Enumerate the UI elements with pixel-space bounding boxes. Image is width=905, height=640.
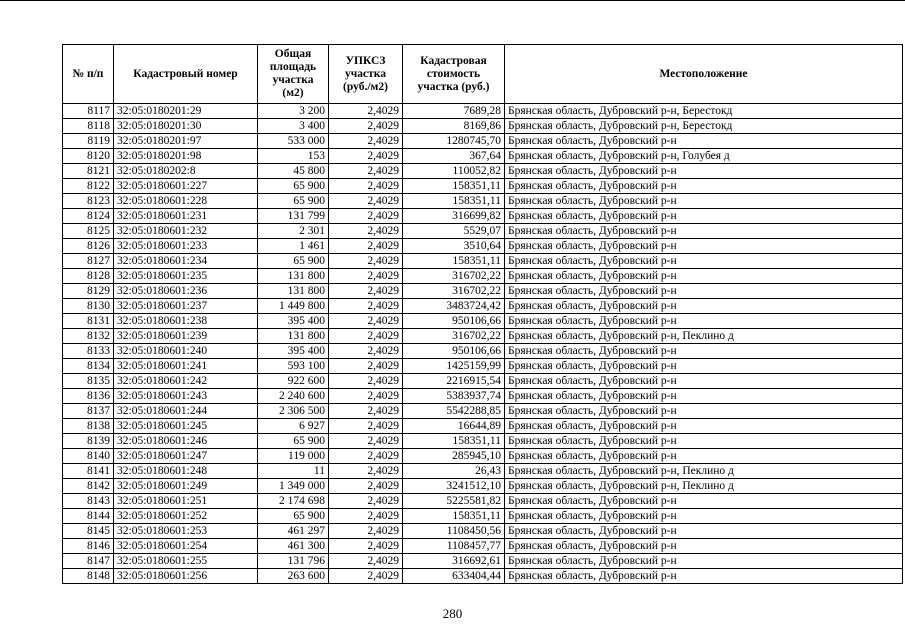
area-cell: 922 600 bbox=[258, 374, 329, 389]
table-row bbox=[63, 539, 903, 554]
area-cell: 65 900 bbox=[258, 434, 329, 449]
cost-cell: 158351,11 bbox=[403, 254, 505, 269]
header-num: № п/п bbox=[63, 45, 114, 104]
rate-cell: 2,4029 bbox=[329, 389, 403, 404]
cadastral-number: 32:05:0180601:241 bbox=[114, 359, 258, 374]
location-cell: Брянская область, Дубровский р-н bbox=[505, 299, 903, 314]
location-cell: Брянская область, Дубровский р-н bbox=[505, 134, 903, 149]
rate-cell: 2,4029 bbox=[329, 509, 403, 524]
cadastral-number: 32:05:0180601:234 bbox=[114, 254, 258, 269]
cost-cell: 5225581,82 bbox=[403, 494, 505, 509]
header-cadastral: Кадастровый номер bbox=[114, 45, 258, 104]
area-cell: 593 100 bbox=[258, 359, 329, 374]
rate-cell: 2,4029 bbox=[329, 329, 403, 344]
cost-cell: 7689,28 bbox=[403, 104, 505, 119]
area-cell: 2 301 bbox=[258, 224, 329, 239]
cost-cell: 316699,82 bbox=[403, 209, 505, 224]
cost-cell: 158351,11 bbox=[403, 179, 505, 194]
rate-cell: 2,4029 bbox=[329, 164, 403, 179]
table-row bbox=[63, 239, 903, 254]
rate-cell: 2,4029 bbox=[329, 254, 403, 269]
cost-cell: 367,64 bbox=[403, 149, 505, 164]
row-number: 8139 bbox=[63, 434, 114, 449]
location-cell: Брянская область, Дубровский р-н bbox=[505, 554, 903, 569]
row-number: 8126 bbox=[63, 239, 114, 254]
table-body bbox=[63, 104, 903, 584]
table-row bbox=[63, 449, 903, 464]
location-cell: Брянская область, Дубровский р-н bbox=[505, 359, 903, 374]
location-cell: Брянская область, Дубровский р-н bbox=[505, 224, 903, 239]
cadastral-number: 32:05:0180601:235 bbox=[114, 269, 258, 284]
table-row bbox=[63, 164, 903, 179]
row-number: 8127 bbox=[63, 254, 114, 269]
table-row bbox=[63, 344, 903, 359]
cadastral-number: 32:05:0180601:240 bbox=[114, 344, 258, 359]
cadastral-number: 32:05:0180601:248 bbox=[114, 464, 258, 479]
rate-cell: 2,4029 bbox=[329, 149, 403, 164]
location-cell: Брянская область, Дубровский р-н bbox=[505, 404, 903, 419]
cost-cell: 3241512,10 bbox=[403, 479, 505, 494]
cadastral-number: 32:05:0180601:244 bbox=[114, 404, 258, 419]
table-row bbox=[63, 434, 903, 449]
cadastral-number: 32:05:0180601:251 bbox=[114, 494, 258, 509]
rate-cell: 2,4029 bbox=[329, 344, 403, 359]
header-area: Общая площадь участка (м2) bbox=[258, 45, 329, 104]
area-cell: 533 000 bbox=[258, 134, 329, 149]
area-cell: 119 000 bbox=[258, 449, 329, 464]
location-cell: Брянская область, Дубровский р-н bbox=[505, 314, 903, 329]
row-number: 8118 bbox=[63, 119, 114, 134]
area-cell: 65 900 bbox=[258, 194, 329, 209]
rate-cell: 2,4029 bbox=[329, 419, 403, 434]
area-cell: 2 306 500 bbox=[258, 404, 329, 419]
row-number: 8134 bbox=[63, 359, 114, 374]
area-cell: 65 900 bbox=[258, 254, 329, 269]
area-cell: 263 600 bbox=[258, 569, 329, 584]
cadastral-number: 32:05:0180202:8 bbox=[114, 164, 258, 179]
rate-cell: 2,4029 bbox=[329, 464, 403, 479]
cost-cell: 158351,11 bbox=[403, 194, 505, 209]
table-row bbox=[63, 479, 903, 494]
table-row bbox=[63, 104, 903, 119]
cadastral-number: 32:05:0180201:97 bbox=[114, 134, 258, 149]
row-number: 8140 bbox=[63, 449, 114, 464]
location-cell: Брянская область, Дубровский р-н, Берестокд bbox=[505, 119, 903, 134]
cadastral-number: 32:05:0180601:255 bbox=[114, 554, 258, 569]
cost-cell: 3510,64 bbox=[403, 239, 505, 254]
cost-cell: 110052,82 bbox=[403, 164, 505, 179]
cadastral-number: 32:05:0180601:227 bbox=[114, 179, 258, 194]
row-number: 8131 bbox=[63, 314, 114, 329]
location-cell: Брянская область, Дубровский р-н bbox=[505, 509, 903, 524]
rate-cell: 2,4029 bbox=[329, 284, 403, 299]
page-number: 280 bbox=[442, 606, 463, 621]
cost-cell: 950106,66 bbox=[403, 344, 505, 359]
cost-cell: 158351,11 bbox=[403, 509, 505, 524]
area-cell: 131 796 bbox=[258, 554, 329, 569]
table-row bbox=[63, 284, 903, 299]
cost-cell: 1425159,99 bbox=[403, 359, 505, 374]
area-cell: 3 200 bbox=[258, 104, 329, 119]
cadastral-number: 32:05:0180601:254 bbox=[114, 539, 258, 554]
rate-cell: 2,4029 bbox=[329, 104, 403, 119]
table-row bbox=[63, 509, 903, 524]
area-cell: 11 bbox=[258, 464, 329, 479]
cadastral-number: 32:05:0180601:232 bbox=[114, 224, 258, 239]
table-header-row bbox=[63, 45, 903, 104]
rate-cell: 2,4029 bbox=[329, 209, 403, 224]
location-cell: Брянская область, Дубровский р-н bbox=[505, 569, 903, 584]
row-number: 8133 bbox=[63, 344, 114, 359]
rate-cell: 2,4029 bbox=[329, 134, 403, 149]
row-number: 8122 bbox=[63, 179, 114, 194]
table-row bbox=[63, 464, 903, 479]
rate-cell: 2,4029 bbox=[329, 299, 403, 314]
location-cell: Брянская область, Дубровский р-н bbox=[505, 494, 903, 509]
rate-cell: 2,4029 bbox=[329, 449, 403, 464]
table-row bbox=[63, 179, 903, 194]
cost-cell: 158351,11 bbox=[403, 434, 505, 449]
table-row bbox=[63, 494, 903, 509]
row-number: 8135 bbox=[63, 374, 114, 389]
row-number: 8129 bbox=[63, 284, 114, 299]
table-row bbox=[63, 134, 903, 149]
area-cell: 1 461 bbox=[258, 239, 329, 254]
table-row bbox=[63, 119, 903, 134]
row-number: 8124 bbox=[63, 209, 114, 224]
header-location: Местоположение bbox=[505, 45, 903, 104]
cadastral-number: 32:05:0180601:256 bbox=[114, 569, 258, 584]
cost-cell: 316702,22 bbox=[403, 329, 505, 344]
location-cell: Брянская область, Дубровский р-н, Берестокд bbox=[505, 104, 903, 119]
table-row bbox=[63, 209, 903, 224]
cadastral-number: 32:05:0180601:239 bbox=[114, 329, 258, 344]
area-cell: 45 800 bbox=[258, 164, 329, 179]
location-cell: Брянская область, Дубровский р-н bbox=[505, 209, 903, 224]
location-cell: Брянская область, Дубровский р-н, Пеклино д bbox=[505, 464, 903, 479]
table-row bbox=[63, 269, 903, 284]
rate-cell: 2,4029 bbox=[329, 239, 403, 254]
cadastral-number: 32:05:0180601:243 bbox=[114, 389, 258, 404]
cost-cell: 316702,22 bbox=[403, 269, 505, 284]
area-cell: 131 800 bbox=[258, 329, 329, 344]
table-row bbox=[63, 419, 903, 434]
cost-cell: 3483724,42 bbox=[403, 299, 505, 314]
row-number: 8136 bbox=[63, 389, 114, 404]
area-cell: 65 900 bbox=[258, 179, 329, 194]
rate-cell: 2,4029 bbox=[329, 269, 403, 284]
rate-cell: 2,4029 bbox=[329, 554, 403, 569]
area-cell: 65 900 bbox=[258, 509, 329, 524]
cost-cell: 1108450,56 bbox=[403, 524, 505, 539]
row-number: 8128 bbox=[63, 269, 114, 284]
rate-cell: 2,4029 bbox=[329, 494, 403, 509]
location-cell: Брянская область, Дубровский р-н bbox=[505, 449, 903, 464]
table-row bbox=[63, 224, 903, 239]
location-cell: Брянская область, Дубровский р-н bbox=[505, 524, 903, 539]
location-cell: Брянская область, Дубровский р-н bbox=[505, 164, 903, 179]
location-cell: Брянская область, Дубровский р-н bbox=[505, 194, 903, 209]
cadastral-number: 32:05:0180201:30 bbox=[114, 119, 258, 134]
rate-cell: 2,4029 bbox=[329, 434, 403, 449]
row-number: 8125 bbox=[63, 224, 114, 239]
area-cell: 2 240 600 bbox=[258, 389, 329, 404]
row-number: 8132 bbox=[63, 329, 114, 344]
cost-cell: 26,43 bbox=[403, 464, 505, 479]
cadastral-number: 32:05:0180201:98 bbox=[114, 149, 258, 164]
row-number: 8117 bbox=[63, 104, 114, 119]
cadastral-number: 32:05:0180201:29 bbox=[114, 104, 258, 119]
area-cell: 395 400 bbox=[258, 314, 329, 329]
cost-cell: 8169,86 bbox=[403, 119, 505, 134]
cost-cell: 316702,22 bbox=[403, 284, 505, 299]
table-row bbox=[63, 359, 903, 374]
table-row bbox=[63, 194, 903, 209]
cadastral-number: 32:05:0180601:233 bbox=[114, 239, 258, 254]
rate-cell: 2,4029 bbox=[329, 119, 403, 134]
row-number: 8144 bbox=[63, 509, 114, 524]
row-number: 8138 bbox=[63, 419, 114, 434]
cost-cell: 16644,89 bbox=[403, 419, 505, 434]
row-number: 8121 bbox=[63, 164, 114, 179]
row-number: 8142 bbox=[63, 479, 114, 494]
rate-cell: 2,4029 bbox=[329, 404, 403, 419]
location-cell: Брянская область, Дубровский р-н bbox=[505, 239, 903, 254]
header-rate: УПКСЗ участка (руб./м2) bbox=[329, 45, 403, 104]
area-cell: 461 300 bbox=[258, 539, 329, 554]
rate-cell: 2,4029 bbox=[329, 224, 403, 239]
cadastral-number: 32:05:0180601:245 bbox=[114, 419, 258, 434]
cadastral-number: 32:05:0180601:231 bbox=[114, 209, 258, 224]
table-row bbox=[63, 374, 903, 389]
header-cost: Кадастровая стоимость участка (руб.) bbox=[403, 45, 505, 104]
rate-cell: 2,4029 bbox=[329, 179, 403, 194]
rate-cell: 2,4029 bbox=[329, 479, 403, 494]
area-cell: 1 449 800 bbox=[258, 299, 329, 314]
cost-cell: 285945,10 bbox=[403, 449, 505, 464]
row-number: 8137 bbox=[63, 404, 114, 419]
row-number: 8130 bbox=[63, 299, 114, 314]
location-cell: Брянская область, Дубровский р-н bbox=[505, 539, 903, 554]
location-cell: Брянская область, Дубровский р-н bbox=[505, 374, 903, 389]
cadastral-number: 32:05:0180601:228 bbox=[114, 194, 258, 209]
cost-cell: 1108457,77 bbox=[403, 539, 505, 554]
cadastral-number: 32:05:0180601:247 bbox=[114, 449, 258, 464]
cost-cell: 2216915,54 bbox=[403, 374, 505, 389]
table-row bbox=[63, 404, 903, 419]
area-cell: 131 800 bbox=[258, 284, 329, 299]
cost-cell: 950106,66 bbox=[403, 314, 505, 329]
area-cell: 2 174 698 bbox=[258, 494, 329, 509]
rate-cell: 2,4029 bbox=[329, 374, 403, 389]
area-cell: 3 400 bbox=[258, 119, 329, 134]
rate-cell: 2,4029 bbox=[329, 314, 403, 329]
area-cell: 395 400 bbox=[258, 344, 329, 359]
row-number: 8119 bbox=[63, 134, 114, 149]
location-cell: Брянская область, Дубровский р-н bbox=[505, 434, 903, 449]
cadastral-number: 32:05:0180601:237 bbox=[114, 299, 258, 314]
location-cell: Брянская область, Дубровский р-н bbox=[505, 179, 903, 194]
cost-cell: 5529,07 bbox=[403, 224, 505, 239]
cadastral-number: 32:05:0180601:246 bbox=[114, 434, 258, 449]
table-row bbox=[63, 314, 903, 329]
area-cell: 461 297 bbox=[258, 524, 329, 539]
area-cell: 131 800 bbox=[258, 269, 329, 284]
table-row bbox=[63, 329, 903, 344]
location-cell: Брянская область, Дубровский р-н, Пеклино д bbox=[505, 479, 903, 494]
cadastral-table bbox=[62, 44, 903, 584]
cadastral-number: 32:05:0180601:249 bbox=[114, 479, 258, 494]
area-cell: 131 799 bbox=[258, 209, 329, 224]
row-number: 8148 bbox=[63, 569, 114, 584]
row-number: 8120 bbox=[63, 149, 114, 164]
area-cell: 1 349 000 bbox=[258, 479, 329, 494]
rate-cell: 2,4029 bbox=[329, 359, 403, 374]
location-cell: Брянская область, Дубровский р-н bbox=[505, 254, 903, 269]
rate-cell: 2,4029 bbox=[329, 194, 403, 209]
cadastral-number: 32:05:0180601:253 bbox=[114, 524, 258, 539]
cadastral-number: 32:05:0180601:242 bbox=[114, 374, 258, 389]
table-row bbox=[63, 569, 903, 584]
rate-cell: 2,4029 bbox=[329, 524, 403, 539]
top-rule bbox=[0, 0, 905, 1]
location-cell: Брянская область, Дубровский р-н bbox=[505, 344, 903, 359]
table-row bbox=[63, 389, 903, 404]
cost-cell: 316692,61 bbox=[403, 554, 505, 569]
location-cell: Брянская область, Дубровский р-н bbox=[505, 419, 903, 434]
location-cell: Брянская область, Дубровский р-н bbox=[505, 284, 903, 299]
cost-cell: 633404,44 bbox=[403, 569, 505, 584]
rate-cell: 2,4029 bbox=[329, 539, 403, 554]
area-cell: 153 bbox=[258, 149, 329, 164]
cadastral-number: 32:05:0180601:252 bbox=[114, 509, 258, 524]
table-row bbox=[63, 554, 903, 569]
row-number: 8146 bbox=[63, 539, 114, 554]
row-number: 8145 bbox=[63, 524, 114, 539]
cost-cell: 1280745,70 bbox=[403, 134, 505, 149]
cost-cell: 5383937,74 bbox=[403, 389, 505, 404]
location-cell: Брянская область, Дубровский р-н, Голубея д bbox=[505, 149, 903, 164]
table-row bbox=[63, 149, 903, 164]
row-number: 8141 bbox=[63, 464, 114, 479]
row-number: 8143 bbox=[63, 494, 114, 509]
location-cell: Брянская область, Дубровский р-н, Пеклино д bbox=[505, 329, 903, 344]
row-number: 8123 bbox=[63, 194, 114, 209]
location-cell: Брянская область, Дубровский р-н bbox=[505, 269, 903, 284]
rate-cell: 2,4029 bbox=[329, 569, 403, 584]
table-row bbox=[63, 524, 903, 539]
location-cell: Брянская область, Дубровский р-н bbox=[505, 389, 903, 404]
area-cell: 6 927 bbox=[258, 419, 329, 434]
table-row bbox=[63, 299, 903, 314]
table-row bbox=[63, 254, 903, 269]
cadastral-number: 32:05:0180601:236 bbox=[114, 284, 258, 299]
cadastral-number: 32:05:0180601:238 bbox=[114, 314, 258, 329]
cost-cell: 5542288,85 bbox=[403, 404, 505, 419]
row-number: 8147 bbox=[63, 554, 114, 569]
